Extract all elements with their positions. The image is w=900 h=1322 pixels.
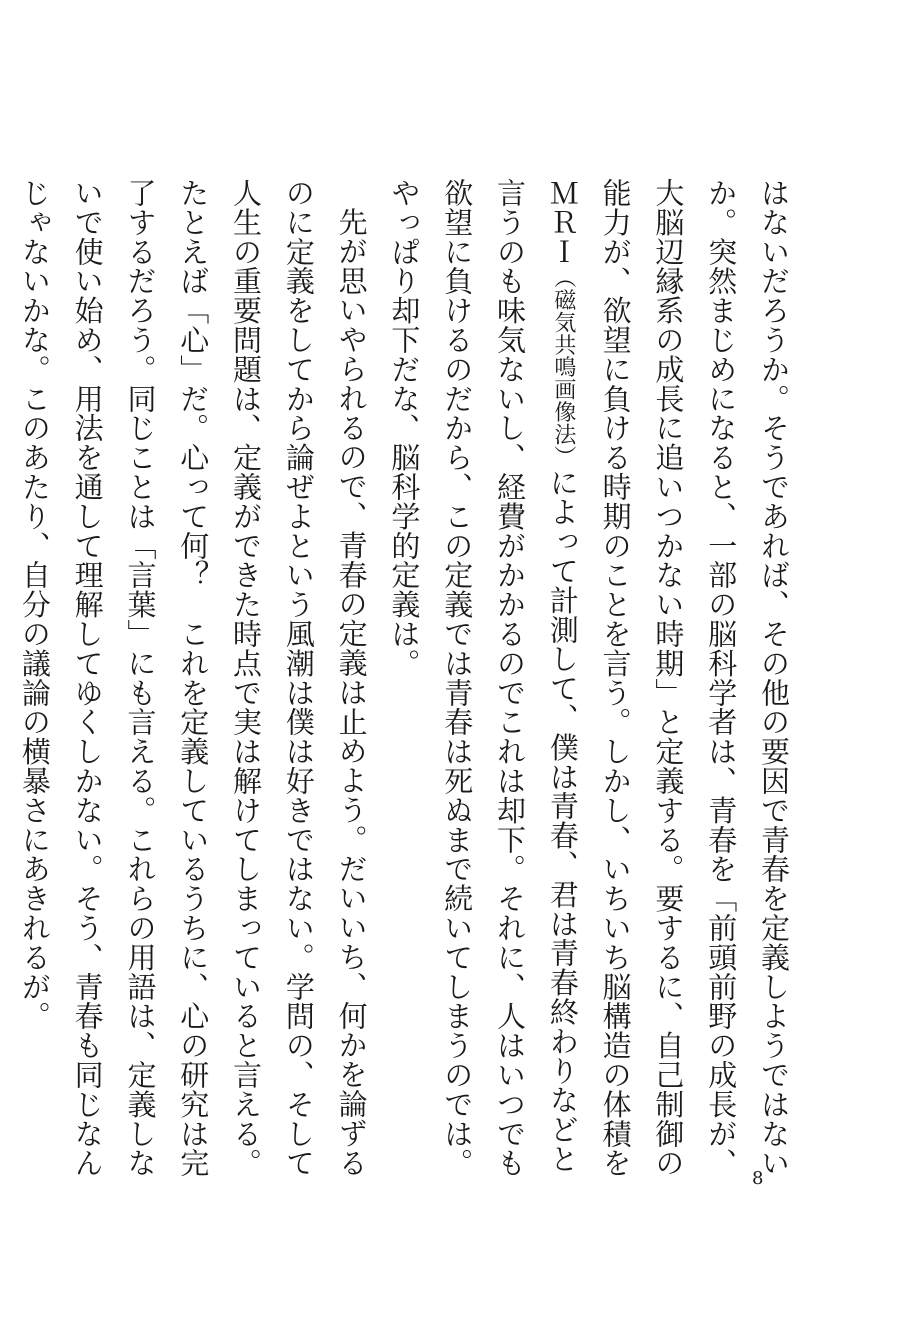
paragraph-1 (378, 178, 800, 1178)
paragraph-1-text-after: によって計測して、僕は青春、君は青春終わりなどと言うのも味気ないし、経費がかかるのでこれは却下。それに、人はいつでも欲望に負けるのだから、この定義では青春は死ぬまで続いてしまうのでは。やっぱり却下だな、脳科学的定義は。 (387, 178, 580, 1178)
paragraph-1-text: はないだろうか。そうであれば、その他の要因で青春を定義しようではないか。突然まじめになると、一部の脳科学者は、青春を「前頭前野の成長が、大脳辺縁系の成長に追いつかない時期」と定義する。要するに、自己制御の能力が、欲望に負ける時期のことを言う。しかし、いちいち脳構造の体積をＭＲＩ (545, 178, 791, 1178)
paragraph-2: 先が思いやられるので、青春の定義は止めよう。だいいち、何かを論ずるのに定義をしてから論ぜよという風潮は僕は好きではない。学問の、そして人生の重要問題は、定義ができた時点で実は解けてしまっていると言える。たとえば「心」だ。心って何？ これを定義しているうちに、心の研究は完了するだろう。同じことは「言葉」にも言える。これらの用語は、定義しないで使い始め、用法を通して理解してゆくしかない。そう、青春も同じなんじゃないかな。このあたり、自分の議論の横暴さにあきれるが。 (17, 178, 369, 1178)
paragraph-1-annotation: （磁気共鳴画像法） (550, 266, 576, 468)
body-text (17, 178, 800, 1178)
page-number: 8 (752, 1168, 764, 1189)
paragraph-3 (0, 178, 8, 1178)
